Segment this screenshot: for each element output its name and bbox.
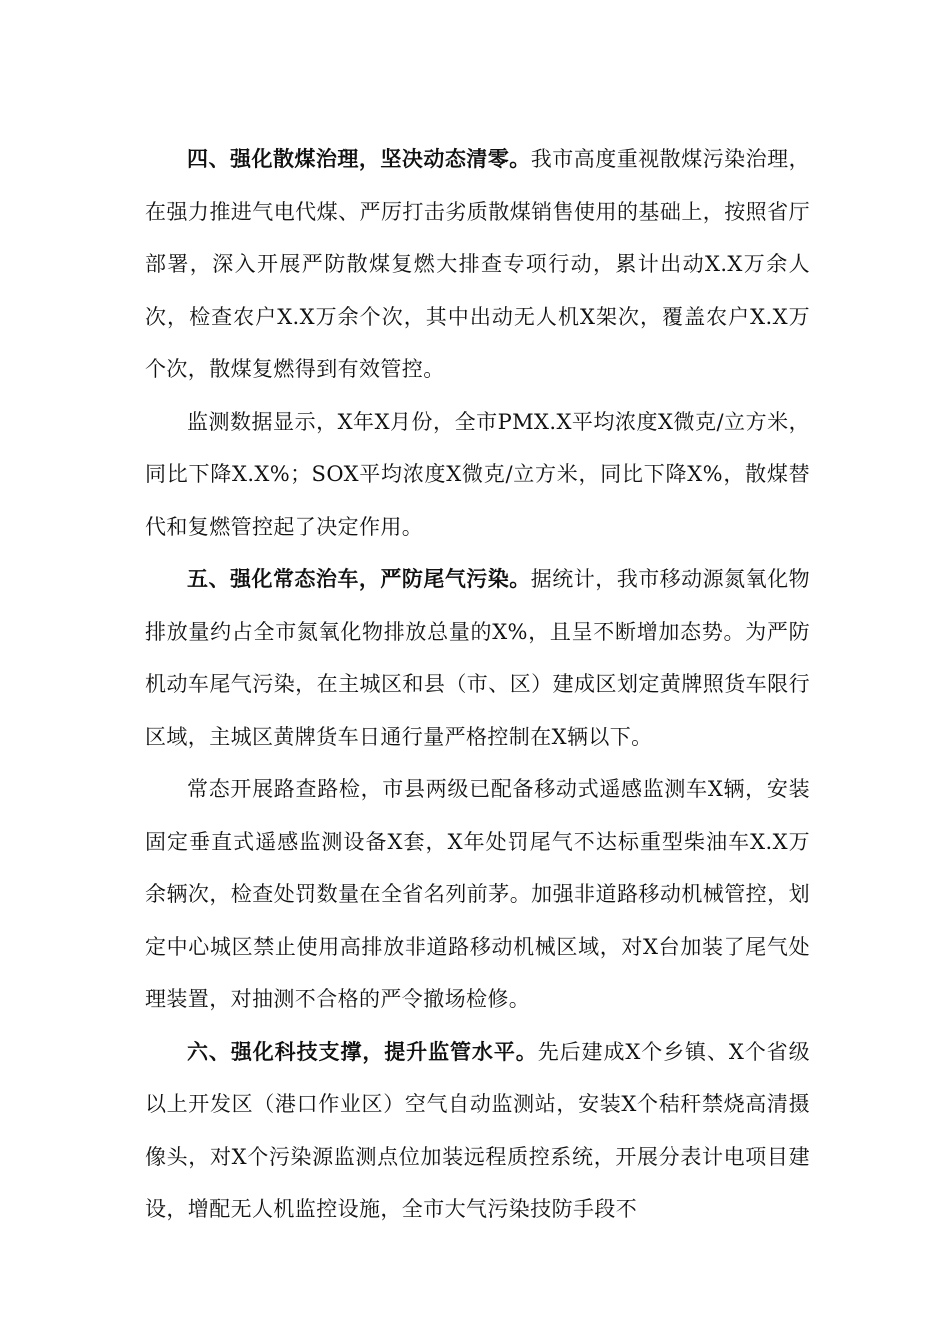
paragraph-road-inspection: [145, 763, 810, 1026]
paragraph-body: 据统计，我市移动源氮氧化物排放量约占全市氮氧化物排放总量的X%，且呈不断增加态势。为严防机动车尾气污染，在主城区和县（市、区）建成区划定黄牌照货车限行区域，主城区黄牌货车日通行量严格控制在X辆以下。: [145, 567, 810, 749]
document-page: [145, 133, 810, 1236]
paragraph-body: 常态开展路查路检，市县两级已配备移动式遥感监测车X辆，安装固定垂直式遥感监测设备X套，X年处罚尾气不达标重型柴油车X.X万余辆次，检查处罚数量在全省名列前茅。加强非道路移动机械管控，划定中心城区禁止使用高排放非道路移动机械区域，对X台加装了尾气处理装置，对抽测不合格的严令撤场检修。: [145, 777, 810, 1011]
paragraph-vehicle-control: [145, 553, 810, 763]
paragraph-heading: 六、强化科技支撑，提升监管水平。: [187, 1039, 538, 1064]
paragraph-body: 监测数据显示，X年X月份，全市PMX.X平均浓度X微克/立方米，同比下降X.X%；SOX平均浓度X微克/立方米，同比下降X%，散煤替代和复燃管控起了决定作用。: [145, 409, 810, 539]
paragraph-monitoring-data: [145, 396, 810, 554]
paragraph-scattered-coal: [145, 133, 810, 396]
paragraph-heading: 四、强化散煤治理，坚决动态清零。: [187, 147, 531, 171]
paragraph-tech-support: [145, 1026, 810, 1236]
paragraph-body: 先后建成X个乡镇、X个省级以上开发区（港口作业区）空气自动监测站，安装X个秸秆禁烧高清摄像头，对X个污染源监测点位加装远程质控系统，开展分表计电项目建设，增配无人机监控设施，全市大气污染技防手段不: [145, 1039, 810, 1221]
paragraph-body: 我市高度重视散煤污染治理，在强力推进气电代煤、严厉打击劣质散煤销售使用的基础上，按照省厅部署，深入开展严防散煤复燃大排查专项行动，累计出动X.X万余人次，检查农户X.X万余个次，其中出动无人机X架次，覆盖农户X.X万个次，散煤复燃得到有效管控。: [145, 147, 810, 381]
paragraph-heading: 五、强化常态治车，严防尾气污染。: [187, 567, 531, 591]
